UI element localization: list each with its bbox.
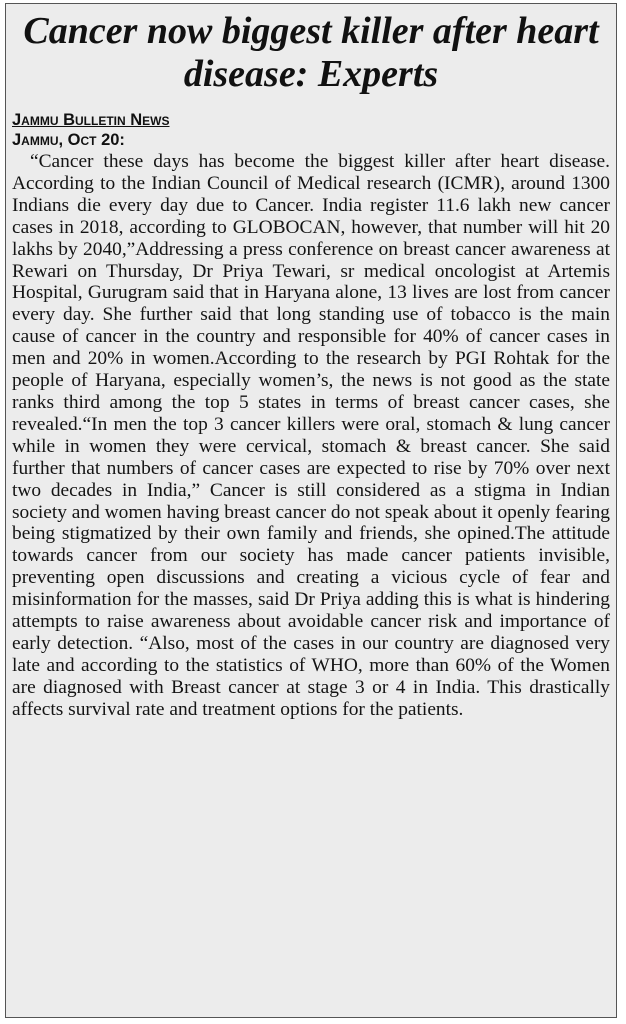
headline: Cancer now biggest killer after heart disease: Experts [23,10,599,95]
news-source: Jammu Bulletin News [12,111,170,129]
news-clipping [5,3,617,1018]
article-body: “Cancer these days has become the biggest killer after heart disease. According to the Indian Council of Medical research (ICMR), around 1300 Indians die every day due to Cancer. India register 11.6 lakh new cancer cases in 2018, according to GLOBOCAN, however, that number will hit 20 lakhs by 2040,”Addressing a press conference on breast cancer awareness at Rewari on Thursday, Dr Priya Tewari, sr medical oncologist at Artemis Hospital, Gurugram said that in Haryana alone, 13 lives are lost from cancer every day. She further said that long standing use of tobacco is the main cause of cancer in the country and responsible for 40% of cancer cases in men and 20% in women.According to the research by PGI Rohtak for the people of Haryana, especially women’s, the news is not good as the state ranks third among the top 5 states in terms of breast cancer cases, she revealed.“In men the top 3 cancer killers were oral, stomach & lung cancer while in women they were cervical, stomach & breast cancer. She said further that numbers of cancer cases are expected to rise by 70% over next two decades in India,” Cancer is still considered as a stigma in Indian society and women having breast cancer do not speak about it openly fearing being stigmatized by their own family and friends, she opined.The attitude towards cancer from our society has made cancer patients invisible, preventing open discussions and creating a vicious cycle of fear and misinformation for the masses, said Dr Priya adding this is what is hindering attempts to raise awareness about avoidable cancer risk and importance of early detection. “Also, most of the cases in our country are diagnosed very late and according to the statistics of WHO, more than 60% of the Women are diagnosed with Breast cancer at stage 3 or 4 in India. This drastically affects survival rate and treatment options for the patients. [12,151,610,720]
dateline: Jammu, Oct 20: [12,131,125,149]
